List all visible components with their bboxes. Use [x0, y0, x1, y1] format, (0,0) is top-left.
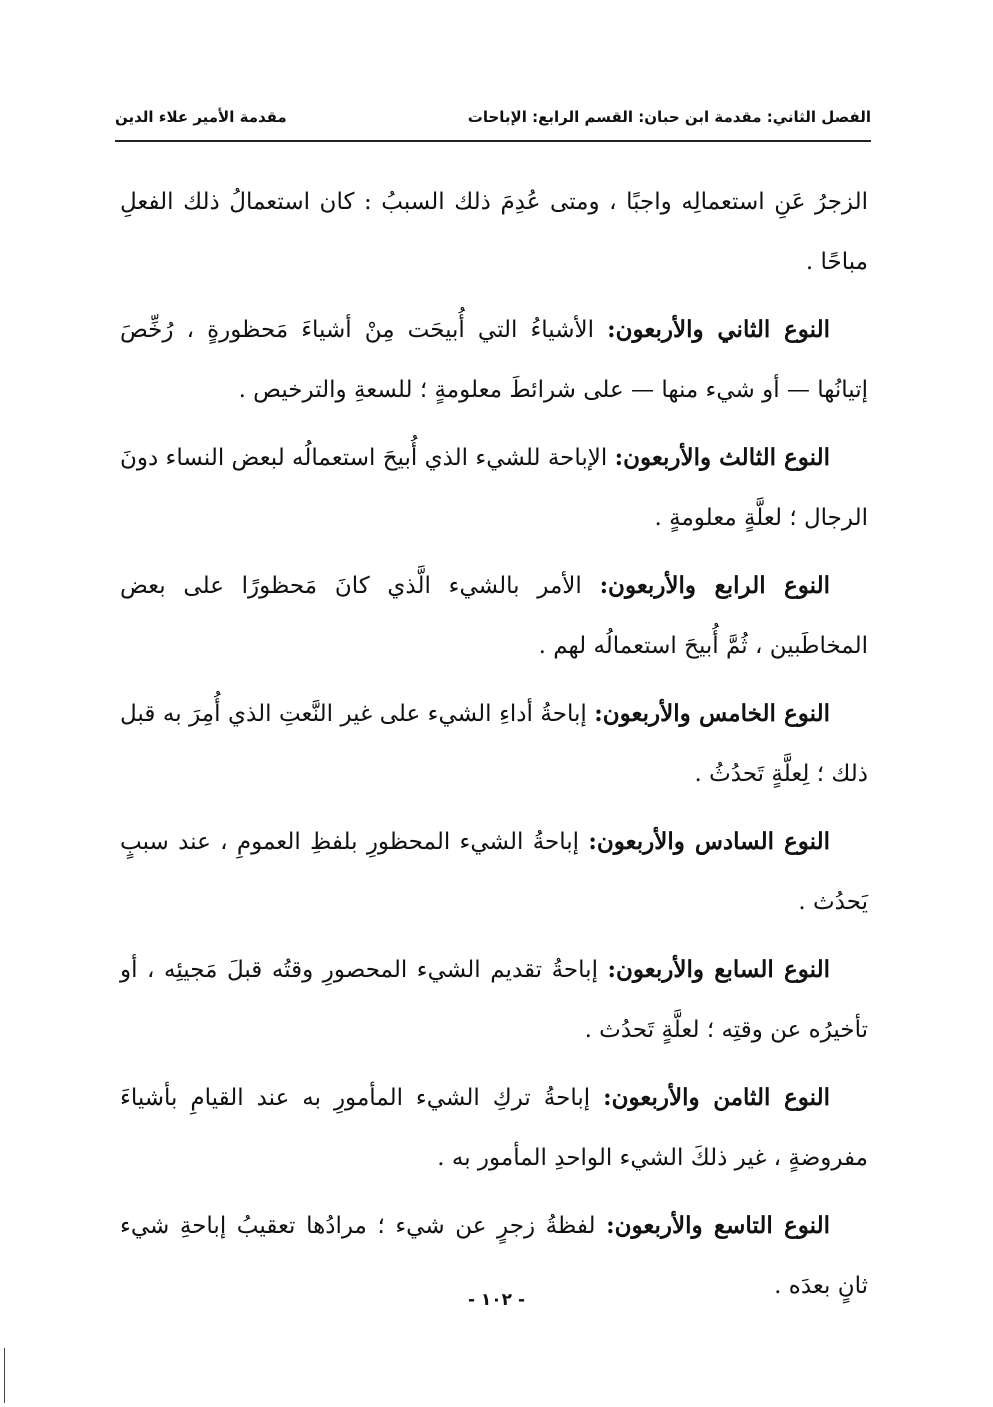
type-46-paragraph	[120, 812, 868, 932]
type-heading: النوع التاسع والأربعون:	[606, 1212, 830, 1239]
paragraph-text: إباحةُ الشيء المحظورِ بلفظِ العمومِ ، عند سببٍ يَحدُث .	[120, 829, 868, 915]
scan-artifact-line	[4, 1348, 5, 1403]
type-48-paragraph	[120, 1068, 868, 1188]
type-44-paragraph	[120, 556, 868, 676]
type-heading: النوع الخامس والأربعون:	[594, 700, 831, 727]
type-heading: النوع الثامن والأربعون:	[603, 1084, 830, 1111]
paragraph-text: إباحةُ تركِ الشيء المأمورِ به عند القيامِ بأشياءَ مفروضةٍ ، غير ذلكَ الشيء الواحدِ المأمور به .	[120, 1085, 868, 1171]
type-47-paragraph	[120, 940, 868, 1060]
continuation-paragraph	[120, 172, 868, 292]
type-heading: النوع السادس والأربعون:	[588, 828, 830, 855]
type-heading: النوع الثاني والأربعون:	[607, 316, 831, 343]
running-header	[115, 100, 871, 134]
type-heading: النوع الثالث والأربعون:	[614, 444, 830, 471]
type-42-paragraph	[120, 300, 868, 420]
type-heading: النوع الرابع والأربعون:	[599, 572, 830, 599]
paragraph-text: الزجرُ عَنِ استعمالِه واجبًا ، ومتى عُدِمَ ذلك السببُ : كان استعمالُ ذلك الفعلِ مباحًا .	[120, 189, 868, 275]
paragraph-text: الإباحة للشيء الذي أُبيحَ استعمالُه لبعض النساء دونَ الرجال ؛ لعلَّةٍ معلومةٍ .	[119, 445, 868, 531]
book-title: مقدمة الأمير علاء الدين	[115, 108, 287, 126]
page-body	[120, 172, 868, 1324]
type-heading: النوع السابع والأربعون:	[607, 956, 830, 983]
type-43-paragraph	[120, 428, 868, 548]
paragraph-text: إباحةُ أداءِ الشيء على غير النَّعتِ الذي أُمِرَ به قبل ذلك ؛ لِعلَّةٍ تَحدُثُ .	[120, 701, 868, 787]
header-divider	[115, 140, 871, 142]
paragraph-text: إباحةُ تقديم الشيء المحصورِ وقتُه قبلَ مَجيئِه ، أو تأخيرُه عن وقتِه ؛ لعلَّةٍ تَحدُث .	[120, 957, 868, 1043]
type-45-paragraph	[120, 684, 868, 804]
paragraph-text: الأشياءُ التي أُبيحَت مِنْ أشياءَ مَحظورةٍ ، رُخِّصَ إتيانُها — أو شيء منها — على شرائطَ معلومةٍ ؛ للسعةِ والترخيص .	[120, 317, 868, 403]
paragraph-text: الأمر بالشيء الَّذي كانَ مَحظورًا على بعض المخاطَبين ، ثُمَّ أُبيحَ استعمالُه لهم .	[120, 573, 868, 659]
paragraph-text: لفظةُ زجرٍ عن شيء ؛ مرادُها تعقيبُ إباحةِ شيء ثانٍ بعدَه .	[120, 1213, 868, 1299]
page-number: - ١٠٢ -	[467, 1290, 526, 1310]
chapter-title: الفصل الثاني: مقدمة ابن حبان: القسم الرابع: الإباحات	[467, 108, 871, 126]
